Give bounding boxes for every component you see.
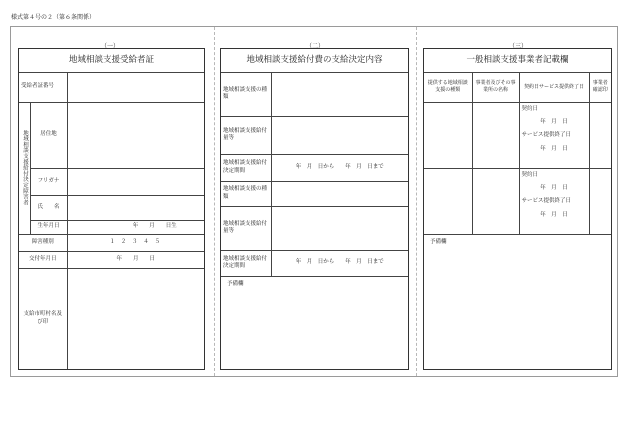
payment-decision-panel [220, 48, 409, 370]
provided-service-type-cell [424, 102, 472, 168]
service-end-date-label: サービス提供終了日 [521, 198, 572, 205]
name-field [67, 195, 204, 220]
furigana-field [67, 168, 204, 195]
section-1-label: （一） [100, 43, 119, 50]
issue-date-label: 交付年月日 [19, 251, 67, 268]
birthdate-value: 年 月 日生 [67, 220, 204, 234]
service-end-date-value: 年 月 日 [540, 145, 568, 152]
birthdate-label: 生年月日 [30, 220, 67, 234]
contract-date-value: 年 月 日 [540, 118, 568, 125]
service-amount-field [271, 206, 408, 250]
provider-name-header: 事業者及びその事業所の名称 [472, 72, 519, 102]
beneficiary-group-label: 地域相談支援給付決定障害者 [19, 102, 30, 234]
form-caption: 様式第４号の２（第６条関係） [11, 14, 96, 21]
service-type-field [271, 72, 408, 116]
service-amount-label: 地域相談支援給付量等 [221, 116, 271, 154]
address-field [67, 102, 204, 168]
address-label: 居住地 [30, 102, 67, 168]
provided-service-type-header: 提供する地域相談支援の種類 [424, 72, 472, 102]
provider-name-cell [472, 168, 519, 234]
service-end-date-label: サービス提供終了日 [521, 132, 572, 139]
service-type-field [271, 181, 408, 206]
recipient-number-label: 受給者証番号 [19, 72, 67, 102]
section-2-label: （二） [305, 43, 324, 50]
contract-dates-cell [519, 102, 589, 168]
section-divider [416, 27, 417, 376]
remarks-label: 予備欄 [430, 238, 447, 245]
section-3-label: （三） [508, 43, 527, 50]
service-amount-label: 地域相談支援給付量等 [221, 206, 271, 250]
service-type-label: 地域相談支援の種類 [221, 181, 271, 206]
disability-type-value: １ ２ ３ ４ ５ [67, 234, 204, 251]
decision-period-value: 年 月 日から 年 月 日まで [271, 154, 408, 181]
contract-dates-header: 契約日サービス提供終了日 [519, 72, 589, 102]
payment-decision-title: 地域相談支援給付費の支給決定内容 [221, 49, 408, 72]
contract-date-label: 契約日 [521, 171, 539, 178]
municipality-label: 支給市町村名及び印 [19, 268, 67, 369]
contract-date-value: 年 月 日 [540, 184, 568, 191]
issue-date-value: 年 月 日 [67, 251, 204, 268]
provider-seal-cell [589, 168, 611, 234]
service-amount-field [271, 116, 408, 154]
decision-period-value: 年 月 日から 年 月 日まで [271, 250, 408, 276]
provider-record-panel [423, 48, 612, 370]
service-type-label: 地域相談支援の種類 [221, 72, 271, 116]
provider-seal-header: 事業者確認印 [589, 72, 611, 102]
provider-name-cell [472, 102, 519, 168]
provider-record-title: 一般相談支援事業者記載欄 [424, 49, 611, 72]
decision-period-label: 地域相談支援給付決定期間 [221, 250, 271, 276]
service-end-date-value: 年 月 日 [540, 211, 568, 218]
remarks-label: 予備欄 [227, 280, 244, 287]
recipient-certificate-title: 地域相談支援受給者証 [19, 49, 204, 72]
provider-seal-cell [589, 102, 611, 168]
name-label: 氏 名 [30, 195, 67, 220]
contract-date-label: 契約日 [521, 105, 539, 112]
contract-dates-cell [519, 168, 589, 234]
furigana-label: フリガナ [30, 168, 67, 195]
decision-period-label: 地域相談支援給付決定期間 [221, 154, 271, 181]
section-divider [214, 27, 215, 376]
municipality-seal-field [67, 268, 204, 369]
recipient-certificate-panel [18, 48, 205, 370]
disability-type-label: 障害種別 [19, 234, 67, 251]
provided-service-type-cell [424, 168, 472, 234]
recipient-number-field [67, 72, 204, 102]
